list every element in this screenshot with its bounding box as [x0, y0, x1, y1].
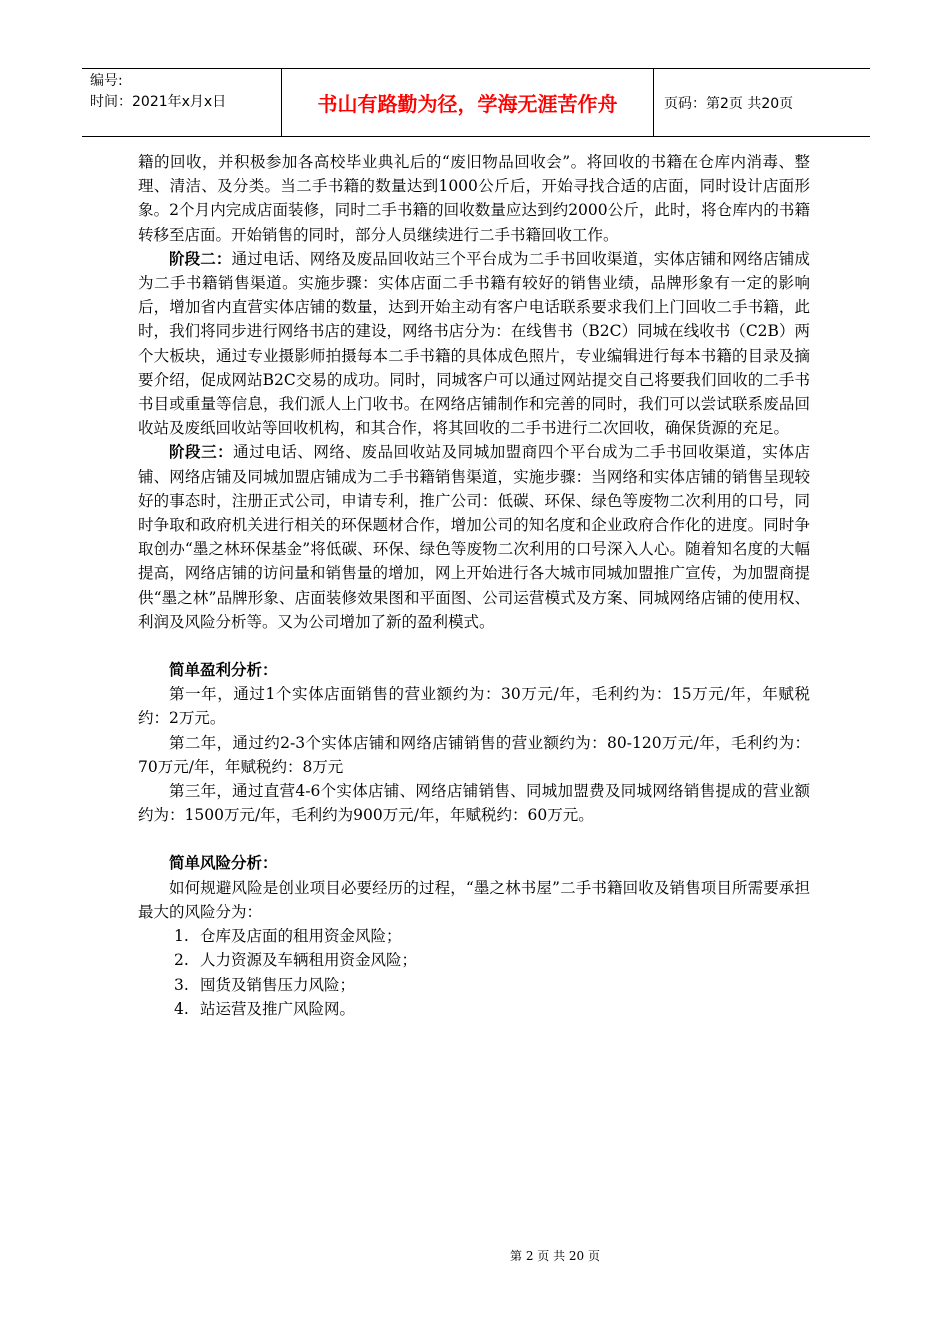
header-meta — [82, 69, 282, 136]
paragraph-stage1-continued: 籍的回收，并积极参加各高校毕业典礼后的“废旧物品回收会”。将回收的书籍在仓库内消毒、整理、清洁、及分类。当二手书籍的数量达到1000公斤后，开始寻找合适的店面，同时设计店面形象。2个月内完成店面装修，同时二手书籍的回收数量应达到约2000公斤，此时，将仓库内的书籍转移至店面。开始销售的同时，部分人员继续进行二手书籍回收工作。 — [138, 153, 810, 244]
list-text: 仓库及店面的租用资金风险； — [200, 927, 402, 946]
stage2-label: 阶段二： — [169, 248, 232, 268]
risk-list — [138, 924, 810, 1021]
stage2-text: 通过电话、网络及废品回收站三个平台成为二手书回收渠道，实体店铺和网络店铺成为二手书籍销售渠道。实施步骤：实体店面二手书籍有较好的销售业绩，品牌形象有一定的影响后，增加省内直营实体店铺的数量，达到开始主动有客户电话联系要求我们上门回收二手书籍，此时，我们将同步进行网络书店的建设，网络书店分为：在线售书（B2C）同城在线收书（C2B）两个大板块，通过专业摄影师拍摄每本二手书籍的具体成色照片，专业编辑进行每本书籍的目录及摘要介绍，促成网站B2C交易的成功。同时，同城客户可以通过网站提交自己将要我们回收的二手书书目或重量等信息，我们派人上门收书。在网络店铺制作和完善的同时，我们可以尝试联系废品回收站及废纸回收站等回收机构，和其合作，将其回收的二手书进行二次回收，确保货源的充足。 — [138, 249, 810, 438]
list-number: 3. — [174, 975, 189, 994]
risk-heading: 简单风险分析： — [169, 853, 278, 873]
list-text: 人力资源及车辆租用资金风险； — [200, 951, 418, 970]
list-number: 1. — [174, 927, 189, 946]
time-label: 时间：2021年x月x日 — [90, 94, 227, 110]
spacer — [138, 634, 810, 658]
document-body — [138, 150, 810, 1021]
list-text: 囤货及销售压力风险； — [200, 975, 356, 994]
list-item — [138, 948, 810, 972]
list-item — [138, 924, 810, 948]
page-header — [82, 68, 870, 137]
paragraph-stage3 — [138, 440, 810, 634]
spacer — [138, 827, 810, 851]
stage3-label: 阶段三： — [169, 442, 234, 462]
list-item — [138, 973, 810, 997]
profit-year3: 第三年，通过直营4-6个实体店铺、网络店铺销售、同城加盟费及同城网络销售提成的营业额约为：1500万元/年，毛利约为900万元/年，年赋税约：60万元。 — [138, 782, 810, 825]
list-number: 4. — [174, 999, 189, 1018]
list-item — [138, 997, 810, 1021]
paragraph-stage2 — [138, 247, 810, 441]
header-slogan: 书山有路勤为径，学海无涯苦作舟 — [282, 69, 654, 136]
risk-intro: 如何规避风险是创业项目必要经历的过程，“墨之林书屋”二手书籍回收及销售项目所需要承担最大的风险分为： — [138, 878, 810, 921]
profit-heading: 简单盈利分析： — [169, 660, 278, 680]
profit-year2: 第二年，通过约2-3个实体店铺和网络店铺销售的营业额约为：80-120万元/年，毛利约为：70万元/年，年赋税约：8万元 — [138, 733, 810, 776]
list-number: 2. — [174, 951, 189, 970]
page-footer — [0, 1247, 950, 1264]
list-text: 站运营及推广风险网。 — [200, 999, 356, 1018]
header-page-info: 页码：第2页 共20页 — [664, 95, 794, 112]
footer-page-number: 第 2 页 共 20 页 — [510, 1249, 600, 1263]
stage3-text: 通过电话、网络、废品回收站及同城加盟商四个平台成为二手书回收渠道，实体店铺、网络店铺及同城加盟店铺成为二手书籍销售渠道，实施步骤：当网络和实体店铺的销售呈现较好的事态时，注册正式公司，申请专利，推广公司：低碳、环保、绿色等废物二次利用的口号，同时争取和政府机关进行相关的环保题材合作，增加公司的知名度和企业政府合作化的进度。同时争取创办“墨之林环保基金”将低碳、环保、绿色等废物二次利用的口号深入人心。随着知名度的大幅提高，网络店铺的访问量和销售量的增加，网上开始进行各大城市同城加盟推广宣传，为加盟商提供“墨之林”品牌形象、店面装修效果图和平面图、公司运营模式及方案、同城网络店铺的使用权、利润及风险分析等。又为公司增加了新的盈利模式。 — [138, 443, 810, 631]
profit-year1: 第一年，通过1个实体店面销售的营业额约为：30万元/年，毛利约为：15万元/年，年赋税约：2万元。 — [138, 685, 810, 728]
doc-number-label: 编号: — [90, 73, 123, 89]
